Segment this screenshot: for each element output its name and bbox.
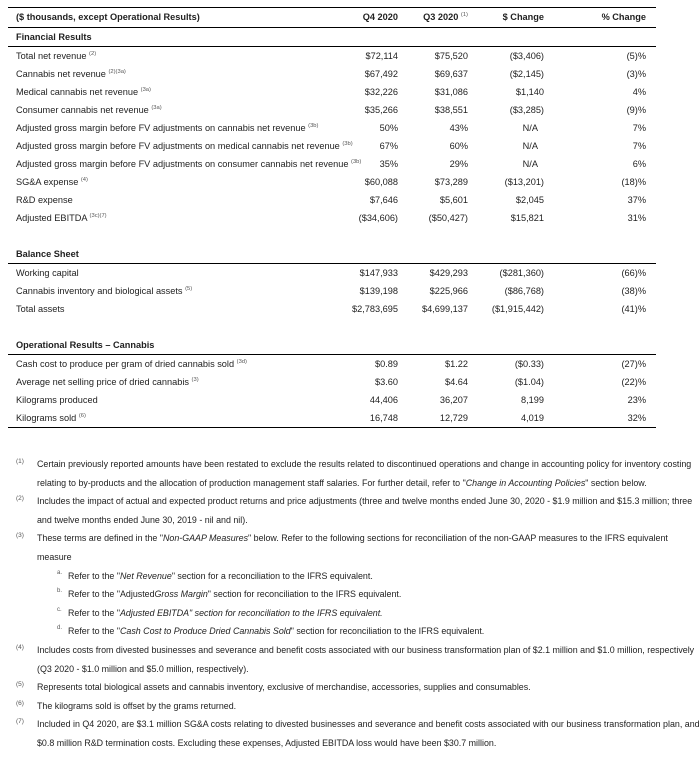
table-row [8, 65, 656, 83]
value-percent-change: (18)% [621, 177, 646, 187]
row-label: Total net revenue $^{(2)}$ [16, 51, 97, 61]
footnote-ref: (3d) [236, 359, 247, 365]
row-label: Adjusted gross margin before FV adjustments on consumer cannabis net revenue $^{(3b)}$ [16, 159, 362, 169]
table-row [8, 155, 656, 173]
table-row [8, 300, 656, 318]
footnote-ref: (3) [191, 377, 199, 383]
footnote-ref: (3b) [342, 141, 353, 147]
value-percent-change: (27)% [621, 359, 646, 369]
table-row [8, 101, 656, 119]
value-q3-2020: 12,729 [439, 413, 468, 423]
value-q3-2020: $4,699,137 [422, 304, 468, 314]
column-header-q4-2020: Q4 2020 [362, 12, 398, 22]
value-q3-2020: $1.22 [445, 359, 468, 369]
row-label: Consumer cannabis net revenue $^{(3a)}$ [16, 105, 162, 115]
value-q4-2020: 16,748 [369, 413, 398, 423]
table-row [8, 137, 656, 155]
value-q3-2020: ($50,427) [428, 213, 468, 223]
footnote-ref: (3a) [151, 105, 162, 111]
footnote-5: (5) Represents total biological assets and cannabis inventory, exclusive of merchandise, accessories, supplies and consumables. [16, 681, 531, 693]
column-header-percent-change: % Change [601, 12, 646, 22]
footnote-1: (1) Certain previously reported amounts have been restated to exclude the results related to discontinued operations and change in accounting policy for inventory costing relating to by-products and the allocation of production management staff salaries. For further detail, refer to "Change in Accounting Policies" section below. [16, 458, 692, 488]
value-q4-2020: 67% [379, 141, 398, 151]
value-q4-2020: $0.89 [375, 359, 398, 369]
table-row [8, 173, 656, 191]
footnote-4: (4) Includes costs from divested businesses and severance and benefit costs associated with our business transformation plan of $2.1 million and $1.0 million, respectively (Q3 2020 - $1.0 million and $5.0 million, respectively). [16, 643, 695, 674]
table-row [8, 47, 656, 65]
footnote-2: (2) Includes the impact of actual and expected product returns and price adjustments (three and twelve months ended June 30, 2020 - $1.9 million and $15.3 million; three and twelve months ended June 30, 2019 - nil and nil). [16, 495, 693, 525]
row-label: SG&A expense $^{(4)}$ [16, 177, 88, 187]
value-percent-change: (9)% [626, 105, 646, 115]
value-dollar-change: ($0.33) [514, 359, 544, 369]
value-percent-change: (66)% [621, 268, 646, 278]
section-header-balance-sheet [8, 245, 656, 264]
value-q4-2020: $32,226 [364, 87, 398, 97]
value-dollar-change: 4,019 [521, 413, 544, 423]
value-percent-change: (3)% [626, 69, 646, 79]
footnote-3: (3) These terms are defined in the "Non-GAAP Measures" below. Refer to the following sections for reconciliation of the non-GAAP measures to the IFRS equivalent measure [16, 532, 668, 562]
row-label: Total assets [16, 304, 65, 314]
footnote-ref: (6) [78, 413, 86, 419]
value-q4-2020: $3.60 [375, 377, 398, 387]
footnote-ref: (5) [185, 286, 193, 292]
row-label: Kilograms sold $^{(6)}$ [16, 413, 86, 423]
row-label: Average net selling price of dried cannabis $^{(3)}$ [16, 377, 199, 387]
table-body [8, 28, 656, 428]
row-label: Cannabis inventory and biological assets $^{(5)}$ [16, 286, 193, 296]
footnote-7: (7) Included in Q4 2020, are $3.1 million SG&A costs relating to divested businesses and severance and benefit costs associated with our business transformation plan, and $0.8 million R&D termination costs. Excluding these expenses, Adjusted EBITDA loss would have been $30.7 million. [16, 718, 700, 748]
value-percent-change: 4% [632, 87, 646, 97]
row-label: Medical cannabis net revenue $^{(3a)}$ [16, 87, 151, 97]
value-q4-2020: $7,646 [369, 195, 398, 205]
row-label: Cash cost to produce per gram of dried cannabis sold $^{(3d)}$ [16, 359, 247, 369]
value-dollar-change: ($1,915,442) [491, 304, 544, 314]
value-q3-2020: $4.64 [445, 377, 468, 387]
value-dollar-change: ($281,360) [499, 268, 544, 278]
footnote-ref: (3b) [308, 123, 319, 129]
table-row [8, 191, 656, 209]
footnote-ref: (2)(3a) [108, 69, 126, 75]
value-q4-2020: $60,088 [364, 177, 398, 187]
value-q3-2020: $69,637 [434, 69, 468, 79]
footnote-ref: (2) [89, 51, 97, 57]
section-spacer [8, 318, 656, 336]
table-row [8, 409, 656, 428]
value-q3-2020: $38,551 [434, 105, 468, 115]
column-header-q3-2020: Q3 2020 $^{(1)}$ [423, 12, 468, 22]
value-percent-change: 31% [627, 213, 646, 223]
value-q4-2020: $72,114 [365, 51, 398, 61]
value-percent-change: 7% [632, 123, 646, 133]
table-header-row [8, 7, 656, 28]
footnote-3c: c. Refer to the "Adjusted EBITDA" section for reconciliation to the IFRS equivalent. [57, 606, 383, 618]
table-row [8, 373, 656, 391]
footnote-6: (6) The kilograms sold is offset by the grams returned. [16, 699, 237, 711]
value-q4-2020: $2,783,695 [352, 304, 398, 314]
footnote-ref: (3c)(7) [89, 213, 107, 219]
section-title: Operational Results – Cannabis [16, 340, 155, 350]
table-row [8, 391, 656, 409]
value-dollar-change: 8,199 [521, 395, 544, 405]
value-q3-2020: 29% [449, 159, 468, 169]
value-percent-change: 6% [632, 159, 646, 169]
value-q4-2020: $35,266 [364, 105, 398, 115]
footnote-3d: d. Refer to the "Cash Cost to Produce Dried Cannabis Sold" section for reconciliation to the IFRS equivalent. [57, 625, 485, 637]
value-q4-2020: $147,933 [359, 268, 398, 278]
value-dollar-change: $15,821 [510, 213, 544, 223]
footnote-ref: (4) [80, 177, 88, 183]
value-percent-change: 23% [627, 395, 646, 405]
table-row [8, 209, 656, 227]
section-title: Financial Results [16, 32, 92, 42]
value-percent-change: (41)% [621, 304, 646, 314]
value-percent-change: 7% [632, 141, 646, 151]
value-dollar-change: $2,045 [515, 195, 544, 205]
value-dollar-change: $1,140 [515, 87, 544, 97]
financial-summary-table [8, 7, 656, 428]
row-label: Kilograms produced [16, 395, 98, 405]
section-title: Balance Sheet [16, 249, 79, 259]
value-q4-2020: $67,492 [364, 69, 398, 79]
footnotes [0, 455, 700, 753]
row-label: Adjusted gross margin before FV adjustments on medical cannabis net revenue $^{(3b)}$ [16, 141, 353, 151]
table-row [8, 119, 656, 137]
value-q4-2020: ($34,606) [358, 213, 398, 223]
footnote-ref: (3b) [351, 159, 362, 165]
value-q4-2020: $139,198 [359, 286, 398, 296]
value-q3-2020: $75,520 [434, 51, 468, 61]
section-spacer [8, 227, 656, 245]
value-dollar-change: ($3,285) [509, 105, 544, 115]
value-dollar-change: ($1.04) [514, 377, 544, 387]
value-dollar-change: ($86,768) [504, 286, 544, 296]
value-dollar-change: ($2,145) [509, 69, 544, 79]
row-label: Adjusted EBITDA $^{(3c)(7)}$ [16, 213, 107, 223]
row-label: Working capital [16, 268, 79, 278]
value-q4-2020: 50% [379, 123, 398, 133]
table-row [8, 264, 656, 282]
value-q3-2020: 43% [449, 123, 468, 133]
row-label: Adjusted gross margin before FV adjustments on cannabis net revenue $^{(3b)}$ [16, 123, 319, 133]
table-row [8, 83, 656, 101]
row-label: Cannabis net revenue $^{(2)(3a)}$ [16, 69, 126, 79]
value-percent-change: 37% [627, 195, 646, 205]
value-q3-2020: $73,289 [434, 177, 468, 187]
value-q3-2020: $225,966 [429, 286, 468, 296]
value-dollar-change: N/A [522, 141, 538, 151]
value-q3-2020: 36,207 [439, 395, 468, 405]
value-dollar-change: ($13,201) [504, 177, 544, 187]
value-q3-2020: $429,293 [429, 268, 468, 278]
footnote-3a: a. Refer to the "Net Revenue" section for a reconciliation to the IFRS equivalent. [57, 569, 373, 581]
value-q3-2020: $5,601 [439, 195, 468, 205]
value-q3-2020: 60% [449, 141, 468, 151]
column-header-dollar-change: $ Change [502, 12, 544, 22]
value-q4-2020: 44,406 [369, 395, 398, 405]
row-label: R&D expense [16, 195, 73, 205]
value-percent-change: (38)% [621, 286, 646, 296]
value-q3-2020: $31,086 [434, 87, 468, 97]
value-dollar-change: N/A [522, 159, 538, 169]
value-dollar-change: N/A [522, 123, 538, 133]
footnote-ref: (3a) [140, 87, 151, 93]
value-percent-change: (5)% [626, 51, 646, 61]
units-label: ($ thousands, except Operational Results) [16, 12, 200, 22]
value-q4-2020: 35% [379, 159, 398, 169]
value-percent-change: 32% [627, 413, 646, 423]
section-header-operational-results-cannabis [8, 336, 656, 355]
footnote-3b: b. Refer to the "AdjustedGross Margin" section for reconciliation to the IFRS equivalent. [57, 588, 402, 600]
table-row [8, 355, 656, 373]
section-header-financial-results [8, 28, 656, 47]
table-row [8, 282, 656, 300]
value-dollar-change: ($3,406) [509, 51, 544, 61]
value-percent-change: (22)% [621, 377, 646, 387]
